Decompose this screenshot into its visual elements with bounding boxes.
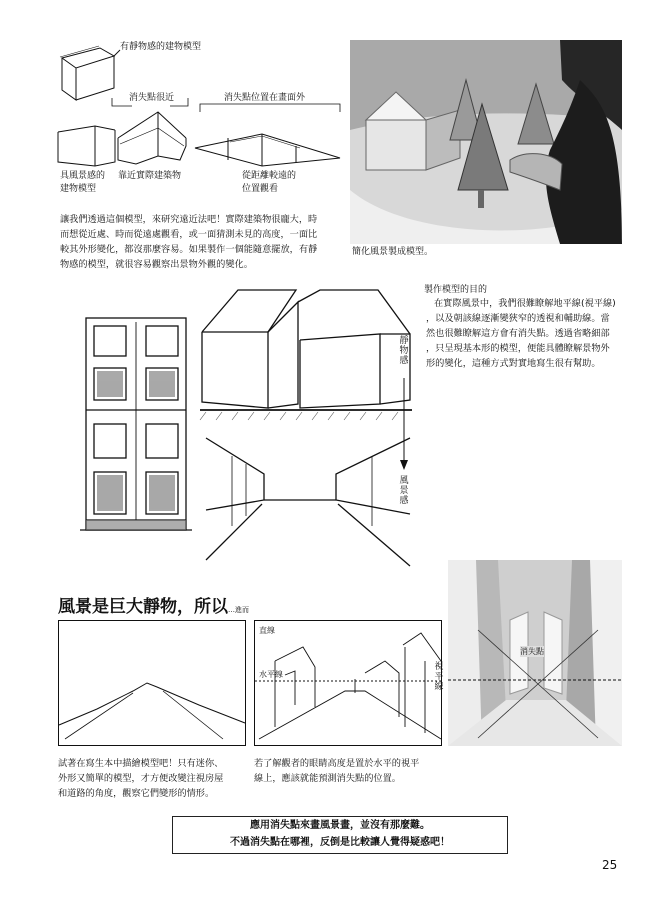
label-static-model: 有靜物感的建物模型 — [120, 42, 202, 52]
label-far-view-1: 從距離較遠的 — [242, 171, 297, 181]
label-vertical-line: 直線 — [259, 626, 275, 635]
caption-left — [58, 756, 223, 801]
label-vp-outside: 消失點位置在畫面外 — [224, 93, 306, 103]
caption-right-line: 線上，應該就能預測消失點的位置。 — [254, 773, 401, 784]
purpose-line: ，以及朝該線逐漸變狹窄的透視和輔助線。當 — [426, 313, 610, 324]
sketch-box-right — [254, 620, 442, 746]
model-photo-caption: 簡化風景製成模型。 — [352, 247, 434, 257]
callout-box — [172, 816, 508, 854]
page-number: 25 — [602, 858, 618, 872]
section-title-main: 風景是巨大靜物，所以 — [58, 597, 228, 617]
caption-right-line: 若了解觀者的眼睛高度是置於水平的視平 — [254, 758, 420, 769]
label-landscape-model-2: 建物模型 — [60, 184, 97, 194]
purpose-line: 形的變化，這種方式對實地寫生很有幫助。 — [426, 358, 601, 369]
caption-left-line: 外形又簡單的模型，才方便改變注視房屋 — [58, 773, 224, 784]
purpose-line: 在實際風景中，我們很難瞭解地平線(視平線) — [434, 298, 616, 309]
label-horizon-line: 水平線 — [259, 670, 283, 679]
label-eye-level: 視平線 — [434, 662, 444, 692]
label-landscape-model-1: 具風景感的 — [60, 171, 106, 181]
label-vanishing-point: 消失點 — [520, 647, 544, 656]
callout-line-2: 不過消失點在哪裡，反倒是比較讓人覺得疑惑吧！ — [230, 837, 450, 848]
label-vp-near: 消失點很近 — [129, 93, 175, 103]
intro-line: 較其外形變化，都沒那麼容易。如果製作一個能隨意擺放，有靜 — [60, 244, 318, 255]
purpose-title: 製作模型的目的 — [424, 285, 488, 295]
intro-line: 讓我們透過這個模型，來研究遠近法吧！實際建築物很龐大，時 — [60, 214, 318, 225]
label-far-view-2: 位置觀看 — [242, 184, 279, 194]
sketch-box-left — [58, 620, 246, 746]
caption-right — [254, 756, 419, 786]
label-still-life-axis: 靜物感 — [399, 336, 409, 366]
intro-line: 物感的模型，就很容易觀察出景物外觀的變化。 — [60, 259, 253, 270]
purpose-line: ，只呈現基本形的模型，便能具體瞭解景物外 — [426, 343, 610, 354]
purpose-line: 然也很難瞭解這方會有消失點。透過省略細部 — [426, 328, 610, 339]
caption-left-line: 試著在寫生本中描繪模型吧！只有迷你、 — [58, 758, 224, 769]
caption-left-line: 和道路的角度，觀察它們變形的情形。 — [58, 788, 215, 799]
label-landscape-axis: 風景感 — [399, 476, 409, 506]
label-near-building: 靠近實際建築物 — [118, 171, 182, 181]
corridor-photo — [448, 560, 622, 746]
intro-line: 而想從近處、時而從遠處觀看，或一面猜測未見的高度，一面比 — [60, 229, 318, 240]
section-title — [58, 592, 249, 617]
section-title-small: …進而 — [228, 606, 249, 614]
callout-line-1: 應用消失點來畫風景畫，並沒有那麼難。 — [250, 820, 430, 831]
